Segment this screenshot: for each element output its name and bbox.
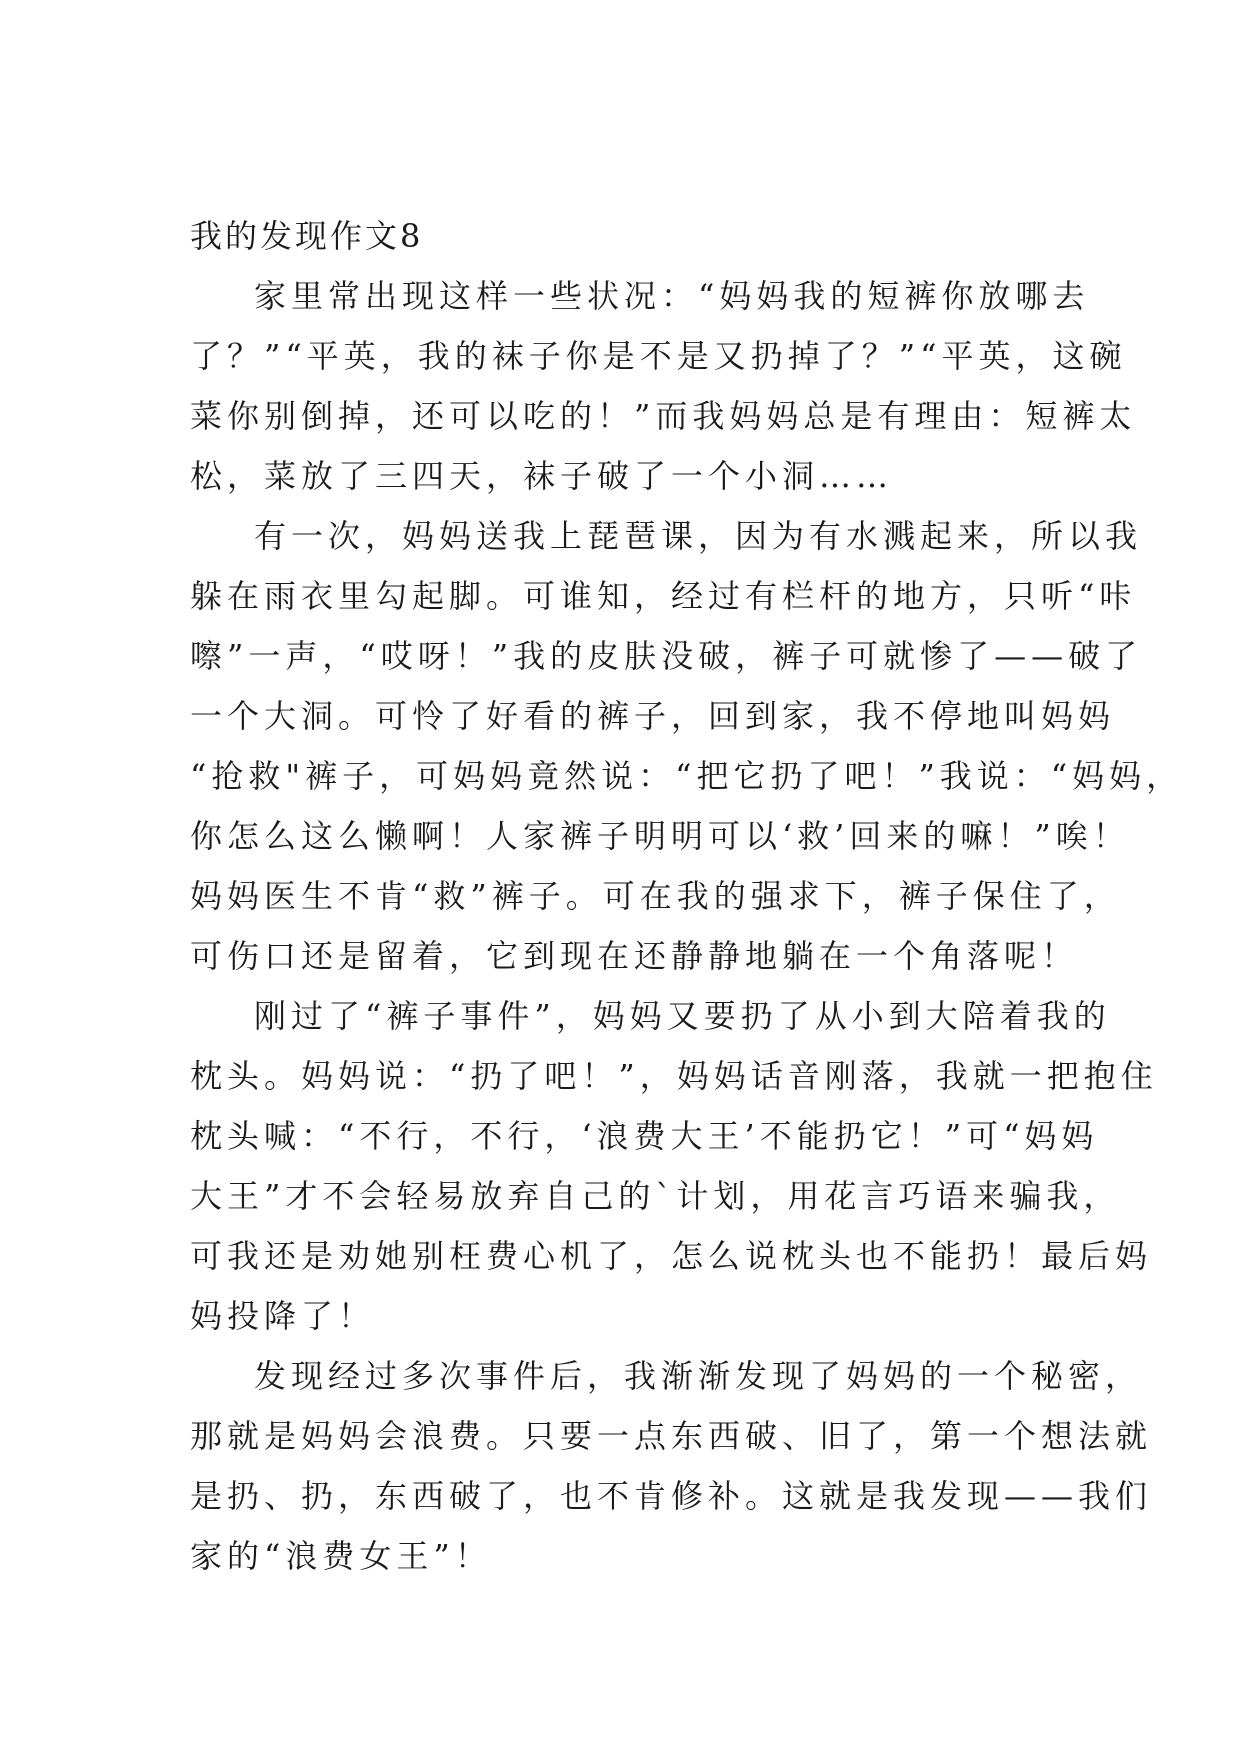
paragraph-line: 妈妈医生不肯“救”裤子。可在我的强求下，裤子保住了， (190, 877, 1121, 915)
paragraph-line: 妈投降了！ (190, 1297, 376, 1335)
essay-title: 我的发现作文8 (190, 217, 424, 255)
paragraph-line: 那就是妈妈会浪费。只要一点东西破、旧了，第一个想法就 (190, 1417, 1153, 1455)
paragraph-2 (190, 506, 1184, 986)
paragraph-line: 一个大洞。可怜了好看的裤子，回到家，我不停地叫妈妈 (190, 697, 1116, 735)
paragraph-line: 枕头喊：“不行，不行，‘浪费大王’不能扔它！”可“妈妈 (190, 1117, 1099, 1155)
paragraph-line: 了？”“平英，我的袜子你是不是又扔掉了？”“平英，这碗 (190, 337, 1127, 375)
paragraph-line: 嚓”一声，“哎呀！”我的皮肤没破，裤子可就惨了——破了 (190, 637, 1143, 675)
paragraph-1 (190, 266, 1137, 506)
paragraph-line: “抢救"裤子，可妈妈竟然说：“把它扔了吧！”我说：“妈妈， (190, 757, 1184, 795)
paragraph-line: 家里常出现这样一些状况：“妈妈我的短裤你放哪去 (254, 277, 1090, 315)
paragraph-line: 家的“浪费女王”！ (190, 1537, 492, 1575)
paragraph-line: 可伤口还是留着，它到现在还静静地躺在一个角落呢！ (190, 937, 1079, 975)
paragraph-4 (190, 1346, 1153, 1586)
paragraph-line: 菜你别倒掉，还可以吃的！”而我妈妈总是有理由：短裤太 (190, 397, 1137, 435)
paragraph-line: 刚过了“裤子事件”，妈妈又要扔了从小到大陪着我的 (254, 997, 1111, 1035)
paragraph-3 (190, 986, 1158, 1346)
essay-body (190, 206, 1184, 1586)
paragraph-line: 枕头。妈妈说：“扔了吧！”，妈妈话音刚落，我就一把抱住 (190, 1057, 1158, 1095)
paragraph-line: 你怎么这么懒啊！人家裤子明明可以‘救’回来的嘛！”唉！ (190, 817, 1130, 855)
paragraph-line: 有一次，妈妈送我上琵琶课，因为有水溅起来，所以我 (254, 517, 1143, 555)
paragraph-line: 躲在雨衣里勾起脚。可谁知，经过有栏杆的地方，只听“咔 (190, 577, 1137, 615)
paragraph-line: 发现经过多次事件后，我渐渐发现了妈妈的一个秘密， (254, 1357, 1143, 1395)
paragraph-line: 是扔、扔，东西破了，也不肯修补。这就是我发现——我们 (190, 1477, 1153, 1515)
paragraph-line: 松，菜放了三四天，袜子破了一个小洞…… (190, 457, 894, 495)
paragraph-line: 可我还是劝她别枉费心机了，怎么说枕头也不能扔！最后妈 (190, 1237, 1153, 1275)
paragraph-line: 大王”才不会轻易放弃自己的`计划，用花言巧语来骗我， (190, 1177, 1121, 1215)
